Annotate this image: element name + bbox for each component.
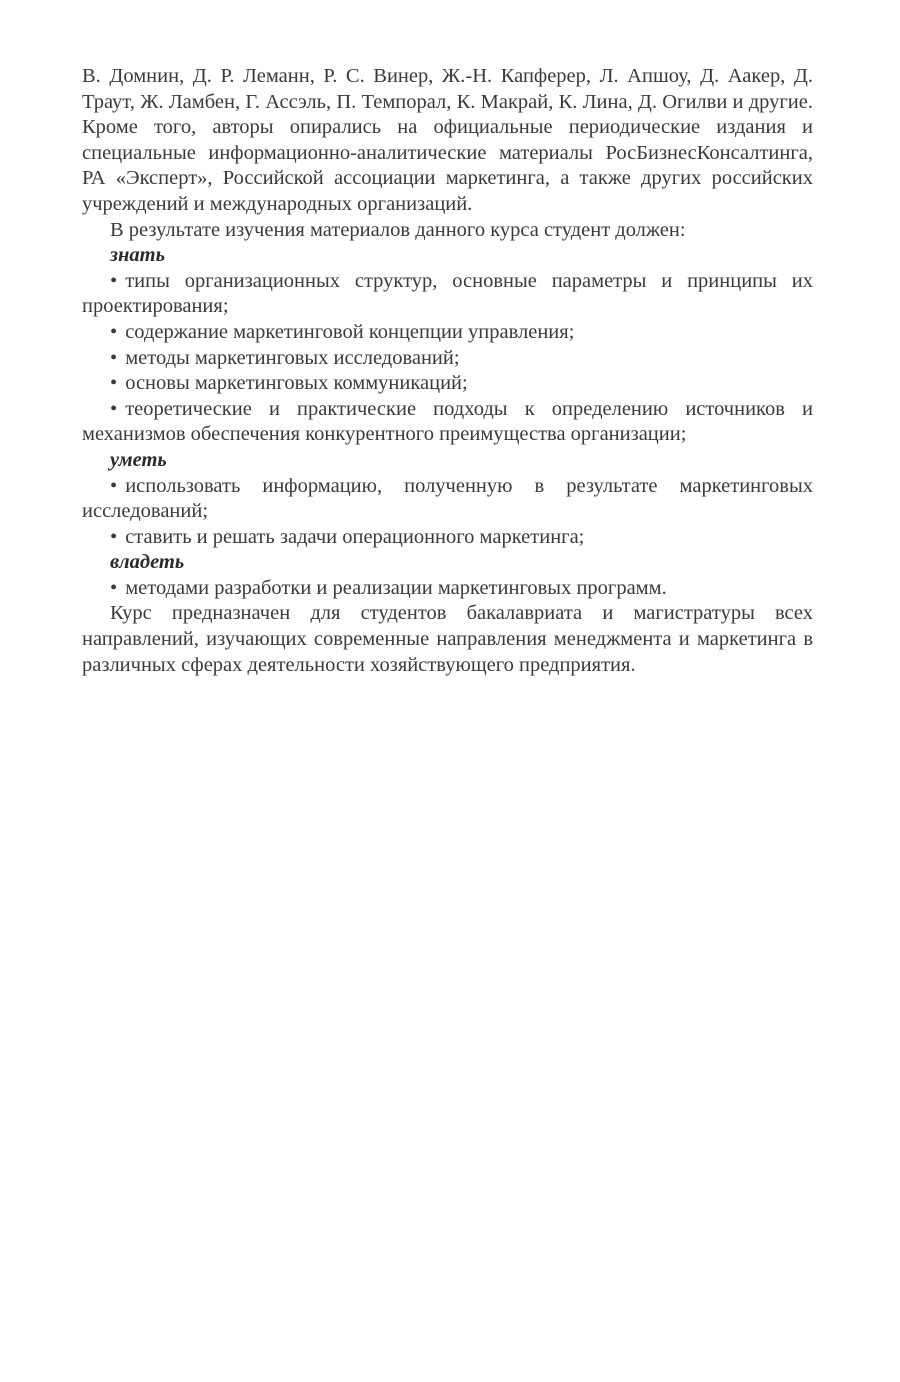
can-item	[82, 525, 813, 551]
result-intro: В результате изучения материалов данного курса студент должен:	[110, 218, 686, 241]
can-item-text: ставить и решать задачи операционного маркетинга;	[125, 525, 585, 548]
master-item-text: методами разработки и реализации маркетинговых программ.	[125, 576, 667, 599]
know-item	[82, 371, 813, 397]
know-item	[82, 269, 813, 320]
know-item-text: методы маркетинговых исследований;	[125, 346, 460, 369]
intro-paragraph: В. Домнин, Д. Р. Леманн, Р. С. Винер, Ж.-Н. Капферер, Л. Апшоу, Д. Аакер, Д. Траут, Ж. Ламбен, Г. Ассэль, П. Темпорал, К. Макрай, К. Лина, Д. Огилви и другие. Кроме того, авторы опирались на официальные периодические издания и специальные информационно-аналитические материалы РосБизнесКонсалтинга, РА «Эксперт», Российской ассоциации маркетинга, а также других российских учреждений и международных организаций.	[82, 65, 813, 215]
know-heading: знать	[110, 244, 165, 267]
master-heading: владеть	[110, 551, 185, 574]
can-item-text: использовать информацию, полученную в результате маркетинговых исследований;	[82, 474, 813, 523]
bullet-icon: •	[110, 576, 118, 599]
know-item-text: содержание маркетинговой концепции управления;	[125, 320, 575, 343]
bullet-icon: •	[110, 320, 118, 343]
bullet-icon: •	[110, 346, 118, 369]
bullet-icon: •	[110, 269, 118, 292]
know-item-text: типы организационных структур, основные параметры и принципы их проектирования;	[82, 269, 813, 318]
can-heading: уметь	[110, 448, 167, 471]
closing-paragraph: Курс предназначен для студентов бакалавриата и магистратуры всех направлений, изучающих современные направления менеджмента и маркетинга в различных сферах деятельности хозяйствующего предприятия.	[82, 602, 813, 676]
know-item	[82, 346, 813, 372]
master-item	[82, 576, 813, 602]
know-item-text: основы маркетинговых коммуникаций;	[125, 372, 468, 395]
know-item	[82, 397, 813, 448]
document-page	[82, 64, 813, 678]
bullet-icon: •	[110, 474, 118, 497]
can-item	[82, 474, 813, 525]
know-item	[82, 320, 813, 346]
know-item-text: теоретические и практические подходы к определению источников и механизмов обеспечения конкурентного преимущества организации;	[82, 397, 813, 446]
bullet-icon: •	[110, 372, 118, 395]
bullet-icon: •	[110, 397, 118, 420]
bullet-icon: •	[110, 525, 118, 548]
